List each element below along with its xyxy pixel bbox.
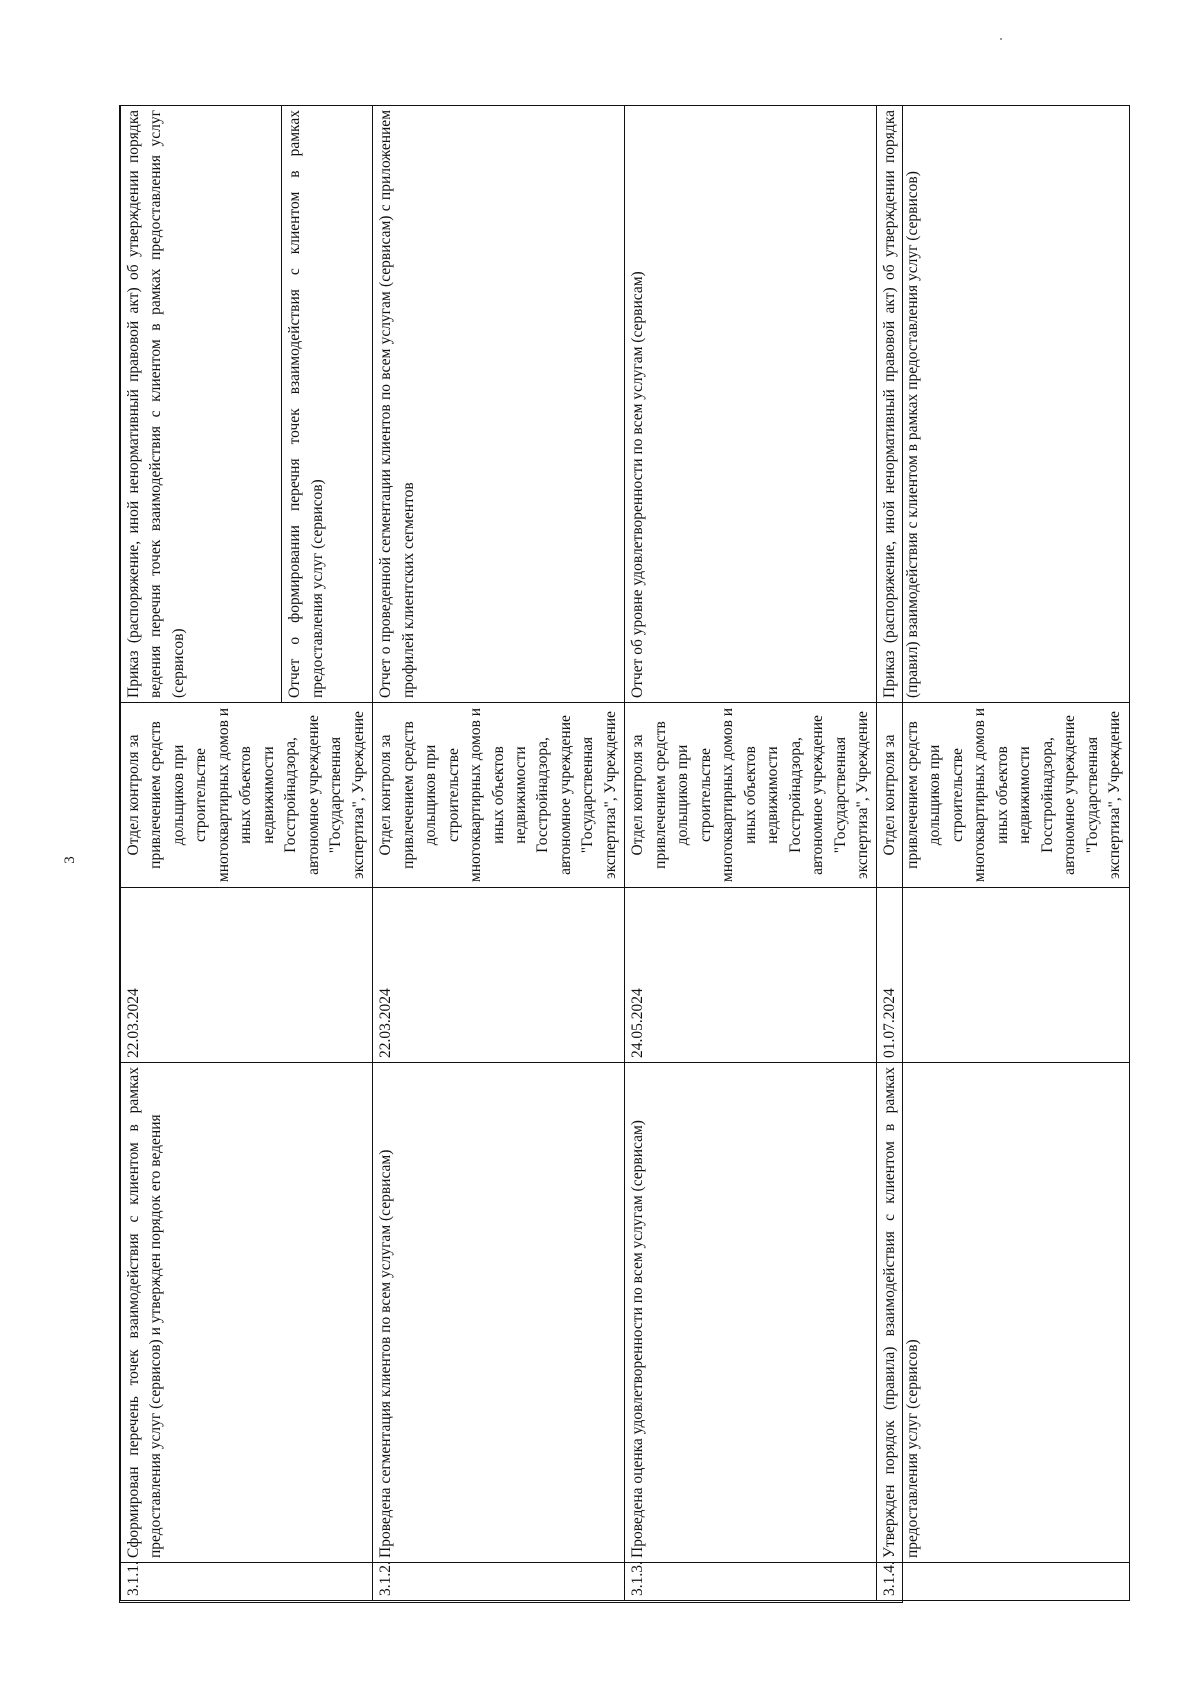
row-number: 3.1.1. [121, 1563, 373, 1601]
event-cell: Сформирован перечень точек взаимодействия с клиентом в рамках предоставления услуг (сервисов) и утвержден порядок его ведения [121, 1063, 373, 1563]
row-number: 3.1.2. [373, 1563, 625, 1601]
event-cell: Проведена оценка удовлетворенности по всем услугам (сервисам) [625, 1063, 877, 1563]
scan-speck [1000, 38, 1002, 40]
document-cell: Отчет о проведенной сегментации клиентов по всем услугам (сервисам) с приложением профилей клиентских сегментов [373, 106, 625, 703]
table-row [877, 106, 1129, 1601]
date-cell: 01.07.2024 [877, 888, 1129, 1063]
table-row [373, 106, 625, 1601]
row-number: 3.1.3. [625, 1563, 877, 1601]
date-cell: 22.03.2024 [373, 888, 625, 1063]
page-number: 3 [62, 856, 78, 864]
responsible-cell: Отдел контроля за привлечением средств дольщиков при строительстве многоквартирных домов и иных объектов недвижимости Госстройнадзора, автономное учреждение "Государственная экспертиза", Учреждение [877, 703, 1129, 888]
responsible-cell: Отдел контроля за привлечением средств дольщиков при строительстве многоквартирных домов и иных объектов недвижимости Госстройнадзора, автономное учреждение "Государственная экспертиза", Учреждение [121, 703, 373, 888]
document-cell: Приказ (распоряжение, иной ненормативный правовой акт) об утверждении порядка (правил) взаимодействия с клиентом в рамках предоставления услуг (сервисов) [877, 106, 1129, 703]
document-cell: Отчет о формировании перечня точек взаимодействия с клиентом в рамках предоставления услуг (сервисов) [282, 106, 373, 703]
table-row [121, 106, 282, 1601]
document-cell: Отчет об уровне удовлетворенности по всем услугам (сервисам) [625, 106, 877, 703]
date-cell: 24.05.2024 [625, 888, 877, 1063]
event-cell: Утвержден порядок (правила) взаимодействия с клиентом в рамках предоставления услуг (сервисов) [877, 1063, 1129, 1563]
responsible-cell: Отдел контроля за привлечением средств дольщиков при строительстве многоквартирных домов и иных объектов недвижимости Госстройнадзора, автономное учреждение "Государственная экспертиза", Учреждение [625, 703, 877, 888]
responsible-cell: Отдел контроля за привлечением средств дольщиков при строительстве многоквартирных домов и иных объектов недвижимости Госстройнадзора, автономное учреждение "Государственная экспертиза", Учреждение [373, 703, 625, 888]
date-cell: 22.03.2024 [121, 888, 373, 1063]
row-number: 3.1.4. [877, 1563, 1129, 1601]
document-cell: Приказ (распоряжение, иной ненормативный правовой акт) об утверждении порядка ведения перечня точек взаимодействия с клиентом в рамках предоставления услуг (сервисов) [121, 106, 282, 703]
event-cell: Проведена сегментация клиентов по всем услугам (сервисам) [373, 1063, 625, 1563]
table-row [625, 106, 877, 1601]
measures-table [119, 105, 1124, 1603]
rotated-table-content [120, 103, 1124, 1601]
